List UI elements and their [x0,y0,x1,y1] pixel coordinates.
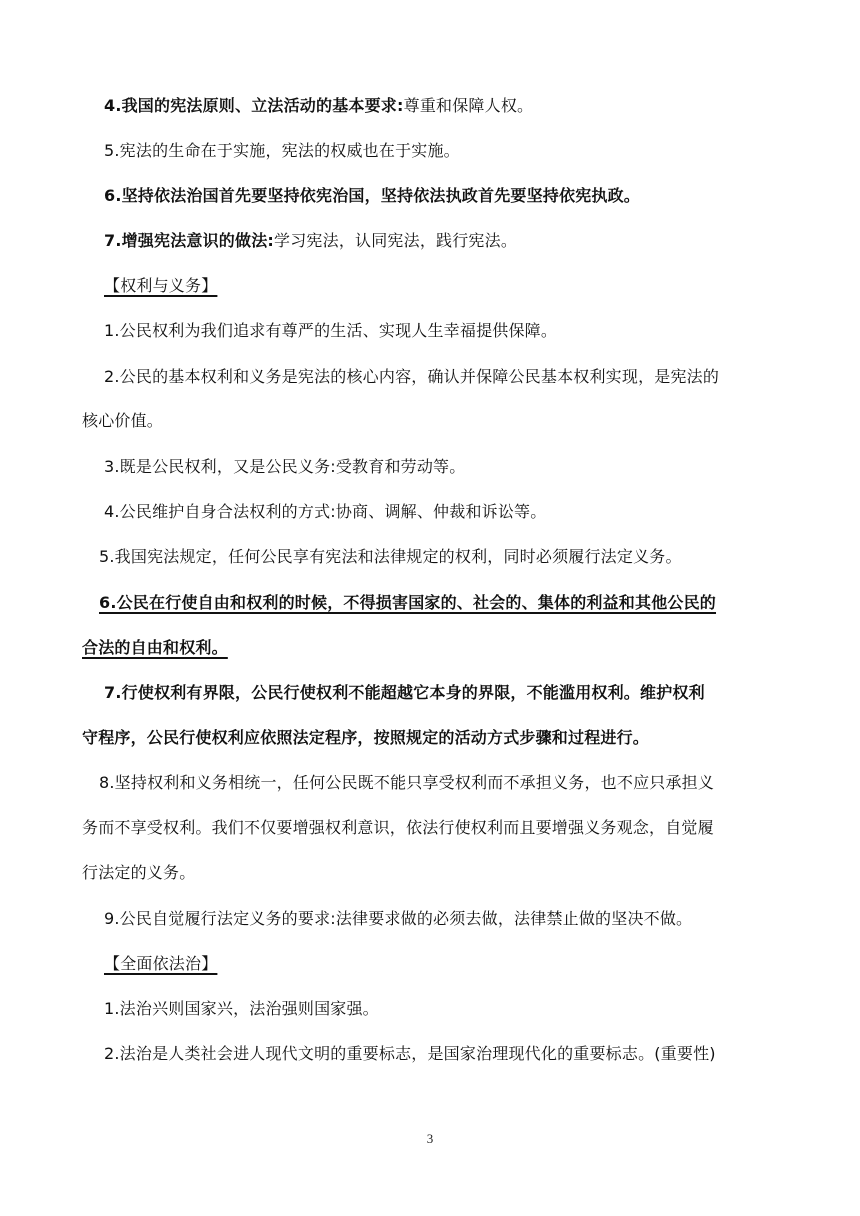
rights-item-5: 5.我国宪法规定，任何公民享有宪法和法律规定的权利，同时必须履行法定义务。 [99,547,682,566]
rights-item-2-line-1: 2.公民的基本权利和义务是宪法的核心内容，确认并保障公民基本权利实现，是宪法的 [104,367,720,386]
rights-item-4: 4.公民维护自身合法权利的方式:协商、调解、仲裁和诉讼等。 [104,502,547,521]
section-heading-rule-of-law: 【全面依法治】 [104,954,218,973]
section-heading-rights: 【权利与义务】 [104,276,218,295]
constitution-awareness-line [104,230,517,252]
rights-item-6-line-1: 6.公民在行使自由和权利的时候，不得损害国家的、社会的、集体的利益和其他公民的 [99,593,717,612]
principle-text: 尊重和保障人权。 [403,96,534,115]
rule-of-law-item-2: 2.法治是人类社会进人现代文明的重要标志，是国家治理现代化的重要标志。(重要性) [104,1044,716,1063]
rights-item-3: 3.既是公民权利，又是公民义务:受教育和劳动等。 [104,457,466,476]
awareness-label: 7.增强宪法意识的做法: [104,231,275,250]
rights-item-2-line-2: 核心价值。 [82,411,164,430]
page-number: 3 [426,1131,434,1146]
principle-label: 4.我国的宪法原则、立法活动的基本要求: [104,96,404,115]
rights-item-8-line-2: 务而不享受权利。我们不仅要增强权利意识，依法行使权利而且要增强义务观念，自觉履 [82,818,714,837]
rights-item-7-line-1: 7.行使权利有界限，公民行使权利不能超越它本身的界限，不能滥用权利。维护权利 [104,683,705,702]
rights-item-8-line-3: 行法定的义务。 [82,863,196,882]
rights-item-7-line-2: 守程序，公民行使权利应依照法定程序，按照规定的活动方式步骤和过程进行。 [82,728,650,747]
rule-of-law-item-1: 1.法治兴则国家兴，法治强则国家强。 [104,999,379,1018]
constitution-life-line: 5.宪法的生命在于实施，宪法的权威也在于实施。 [104,141,460,160]
rule-by-constitution-line: 6.坚持依法治国首先要坚持依宪治国，坚持依法执政首先要坚持依宪执政。 [104,186,641,205]
rights-item-8-line-1: 8.坚持权利和义务相统一，任何公民既不能只享受权利而不承担义务，也不应只承担义 [99,773,715,792]
awareness-text: 学习宪法，认同宪法，践行宪法。 [274,231,518,250]
rights-item-6-line-2: 合法的自由和权利。 [82,638,228,657]
rights-item-1: 1.公民权利为我们追求有尊严的生活、实现人生幸福提供保障。 [104,321,558,340]
rights-item-9: 9.公民自觉履行法定义务的要求:法律要求做的必须去做，法律禁止做的坚决不做。 [104,909,693,928]
principle-line [104,95,533,117]
